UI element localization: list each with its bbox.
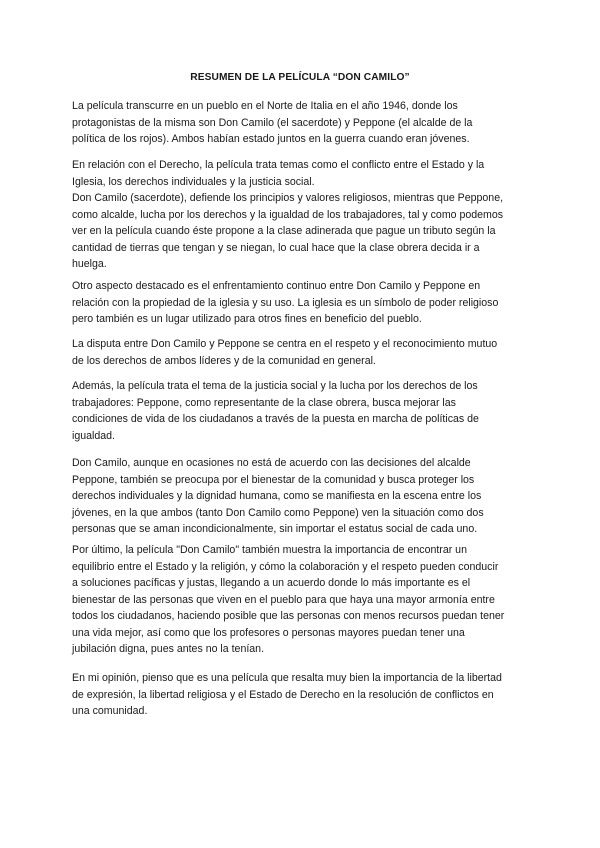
text-line: como alcalde, lucha por los derechos y la igualdad de los trabajadores, tal y como podemos bbox=[72, 208, 504, 221]
document-title: RESUMEN DE LA PELÍCULA “DON CAMILO” bbox=[190, 72, 410, 83]
text-line: La película transcurre en un pueblo en el Norte de Italia en el año 1946, donde los bbox=[72, 100, 458, 112]
text-line: huelga. bbox=[72, 258, 107, 270]
text-line: equilibrio entre el Estado y la religión, y cómo la colaboración y el respeto pueden conducir bbox=[72, 560, 499, 573]
paragraph-iglesia bbox=[72, 278, 534, 328]
text-line: jóvenes, en la que ambos (tanto Don Camilo como Peppone) ven la situación como dos bbox=[72, 506, 484, 519]
text-line: Otro aspecto destacado es el enfrentamiento continuo entre Don Camilo y Peppone en bbox=[72, 280, 481, 292]
text-line: política de los rojos). Ambos habían estado juntos en la guerra cuando eran jóvenes. bbox=[72, 133, 470, 145]
text-line: derechos individuales y la dignidad humana, como se manifiesta en la escena entre los bbox=[72, 490, 482, 502]
text-line: una vida mejor, así como que los profesores o personas mayores puedan tener una bbox=[72, 626, 465, 639]
text-line: La disputa entre Don Camilo y Peppone se centra en el respeto y el reconocimiento mutuo bbox=[72, 338, 498, 350]
paragraph-don-camilo bbox=[72, 455, 534, 538]
paragraph-opinion bbox=[72, 670, 534, 720]
text-line: relación con la propiedad de la iglesia y su uso. La iglesia es un símbolo de poder religioso bbox=[72, 296, 499, 309]
text-line: de expresión, la libertad religiosa y el Estado de Derecho en la resolución de conflictos en bbox=[72, 688, 494, 701]
text-line: Peppone, también se preocupa por el bienestar de la comunidad y busca proteger los bbox=[72, 473, 475, 486]
text-line: Por último, la película "Don Camilo" también muestra la importancia de encontrar un bbox=[72, 544, 467, 556]
text-line: de los derechos de ambos líderes y de la comunidad en general. bbox=[72, 354, 376, 367]
text-line: Iglesia, los derechos individuales y la justicia social. bbox=[72, 175, 315, 188]
text-line: cantidad de tierras que tengan y se niegan, lo cual hace que la clase obrera decida ir a bbox=[72, 241, 480, 254]
text-line: Don Camilo, aunque en ocasiones no está de acuerdo con las decisiones del alcalde bbox=[72, 457, 471, 469]
text-line: condiciones de vida de los ciudadanos a través de la puesta en marcha de políticas de bbox=[72, 413, 479, 425]
paragraph-derecho bbox=[72, 157, 534, 273]
paragraph-justicia-social bbox=[72, 378, 534, 444]
paragraph-por-ultimo bbox=[72, 542, 534, 658]
paragraph-disputa bbox=[72, 336, 534, 369]
text-line: personas que se aman incondicionalmente, sin importar el estatus social de cada uno. bbox=[72, 523, 478, 535]
text-line: Además, la película trata el tema de la justicia social y la lucha por los derechos de los bbox=[72, 380, 478, 392]
text-line: igualdad. bbox=[72, 429, 116, 442]
text-line: bienestar de las personas que viven en el pueblo para que haya una mayor armonía entre bbox=[72, 593, 495, 606]
text-line: todos los ciudadanos, haciendo posible que las personas con menos recursos puedan tener bbox=[72, 610, 505, 622]
text-line: Don Camilo (sacerdote), defiende los principios y valores religiosos, mientras que Peppone, bbox=[72, 192, 504, 204]
text-line: pero también es un lugar utilizado para otros fines en beneficio del pueblo. bbox=[72, 313, 422, 325]
text-line: En relación con el Derecho, la película trata temas como el conflicto entre el Estado y la bbox=[72, 159, 485, 171]
text-line: jubilación digna, pues antes no la tenían. bbox=[72, 643, 265, 655]
text-line: trabajadores: Peppone, como representante de la clase obrera, busca mejorar las bbox=[72, 396, 456, 409]
text-line: En mi opinión, pienso que es una película que resalta muy bien la importancia de la libertad bbox=[72, 672, 502, 684]
text-line: protagonistas de la misma son Don Camilo (el sacerdote) y Peppone (el alcalde de la bbox=[72, 116, 473, 129]
text-line: una comunidad. bbox=[72, 705, 148, 717]
text-line: a soluciones pacíficas y justas, llegando a un acuerdo donde lo más importante es el bbox=[72, 577, 471, 589]
text-line: ver en la película cuando éste propone a la clase adinerada que pague un tributo según la bbox=[72, 225, 496, 237]
paragraph-intro bbox=[72, 98, 534, 148]
